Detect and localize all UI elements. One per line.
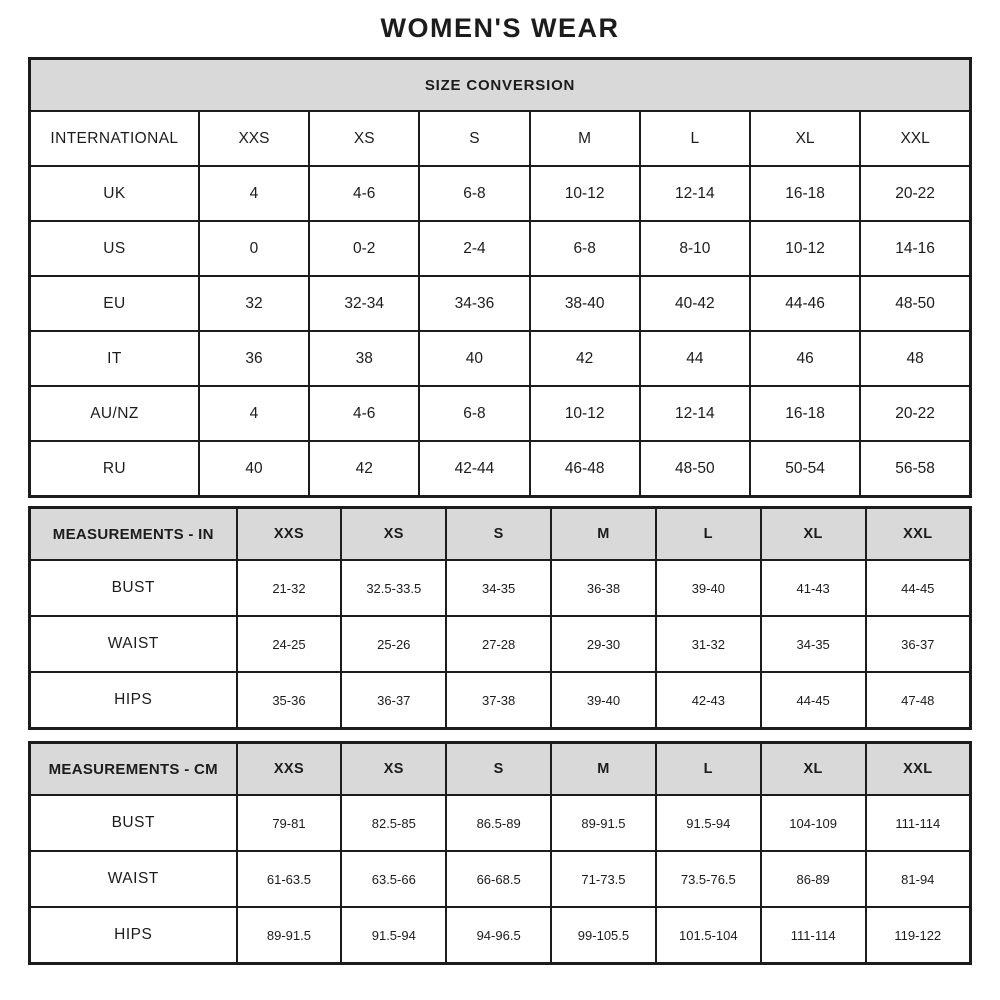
table-cell: 16-18 <box>750 166 860 221</box>
table-cell: 31-32 <box>656 616 761 672</box>
table-cell: 104-109 <box>761 795 866 851</box>
table-cell: 14-16 <box>860 221 970 276</box>
table-cell: 4-6 <box>309 166 419 221</box>
table-cell: 6-8 <box>419 386 529 441</box>
row-label: RU <box>30 441 199 497</box>
column-header: XS <box>341 743 446 796</box>
table-cell: 4-6 <box>309 386 419 441</box>
table-cell: 66-68.5 <box>446 851 551 907</box>
table-cell: 89-91.5 <box>551 795 656 851</box>
table-cell: 99-105.5 <box>551 907 656 964</box>
table-cell: 0 <box>199 221 309 276</box>
table-cell: 34-35 <box>446 560 551 616</box>
table-cell: XXS <box>199 111 309 166</box>
row-label: WAIST <box>30 851 237 907</box>
table-row <box>30 221 971 276</box>
table-cell: 82.5-85 <box>341 795 446 851</box>
table-row <box>30 111 971 166</box>
table-cell: 47-48 <box>866 672 971 729</box>
page-title: WOMEN'S WEAR <box>380 13 620 43</box>
table-cell: 56-58 <box>860 441 970 497</box>
row-label: IT <box>30 331 199 386</box>
column-header: S <box>446 508 551 561</box>
table-cell: M <box>530 111 640 166</box>
row-label: EU <box>30 276 199 331</box>
table-row <box>30 795 971 851</box>
table-cell: XS <box>309 111 419 166</box>
table-cell: 36 <box>199 331 309 386</box>
table-cell: 44-45 <box>761 672 866 729</box>
table-cell: 48-50 <box>640 441 750 497</box>
column-header: XS <box>341 508 446 561</box>
table-cell: S <box>419 111 529 166</box>
table-gap <box>28 730 972 741</box>
column-header: XL <box>761 743 866 796</box>
table-cell: 40-42 <box>640 276 750 331</box>
table-row <box>30 276 971 331</box>
column-header: M <box>551 743 656 796</box>
table-row <box>30 672 971 729</box>
row-label: WAIST <box>30 616 237 672</box>
table-cell: 34-35 <box>761 616 866 672</box>
table-cell: 37-38 <box>446 672 551 729</box>
table-row <box>30 560 971 616</box>
table-cell: 20-22 <box>860 386 970 441</box>
table-cell: 4 <box>199 166 309 221</box>
table-cell: 81-94 <box>866 851 971 907</box>
table-cell: 39-40 <box>551 672 656 729</box>
table-cell: 38 <box>309 331 419 386</box>
table-header: MEASUREMENTS - IN <box>30 508 237 561</box>
table-cell: 4 <box>199 386 309 441</box>
table-header: MEASUREMENTS - CM <box>30 743 237 796</box>
table-cell: 42-43 <box>656 672 761 729</box>
table-cell: 32-34 <box>309 276 419 331</box>
table-cell: 63.5-66 <box>341 851 446 907</box>
table-cell: 42-44 <box>419 441 529 497</box>
table-cell: 12-14 <box>640 386 750 441</box>
row-label: UK <box>30 166 199 221</box>
table-row <box>30 616 971 672</box>
table-header-row <box>30 59 971 112</box>
table-cell: 2-4 <box>419 221 529 276</box>
table-cell: 16-18 <box>750 386 860 441</box>
table-cell: 8-10 <box>640 221 750 276</box>
table-cell: XL <box>750 111 860 166</box>
table-cell: 91.5-94 <box>341 907 446 964</box>
table-row <box>30 166 971 221</box>
table-gap <box>28 498 972 506</box>
table-row <box>30 907 971 964</box>
table-cell: 42 <box>309 441 419 497</box>
column-header: XXS <box>237 508 342 561</box>
table-row <box>30 851 971 907</box>
table-cell: 44 <box>640 331 750 386</box>
table-cell: 32.5-33.5 <box>341 560 446 616</box>
table-cell: 12-14 <box>640 166 750 221</box>
table-cell: 44-46 <box>750 276 860 331</box>
table-cell: 38-40 <box>530 276 640 331</box>
table-cell: 48-50 <box>860 276 970 331</box>
table-row <box>30 441 971 497</box>
table-cell: 46 <box>750 331 860 386</box>
table-cell: 25-26 <box>341 616 446 672</box>
table-cell: 34-36 <box>419 276 529 331</box>
table-cell: 6-8 <box>419 166 529 221</box>
table-cell: 44-45 <box>866 560 971 616</box>
column-header: XL <box>761 508 866 561</box>
column-header: L <box>656 743 761 796</box>
column-header: XXS <box>237 743 342 796</box>
row-label: HIPS <box>30 907 237 964</box>
table-cell: 32 <box>199 276 309 331</box>
column-header: M <box>551 508 656 561</box>
table-cell: 10-12 <box>530 166 640 221</box>
table-row <box>30 386 971 441</box>
table-cell: 111-114 <box>866 795 971 851</box>
table-cell: 36-37 <box>866 616 971 672</box>
table-cell: 21-32 <box>237 560 342 616</box>
row-label: INTERNATIONAL <box>30 111 199 166</box>
table-cell: 40 <box>199 441 309 497</box>
table-row <box>30 331 971 386</box>
table-cell: 36-38 <box>551 560 656 616</box>
table-cell: 119-122 <box>866 907 971 964</box>
table-header-row <box>30 508 971 561</box>
row-label: BUST <box>30 560 237 616</box>
table-cell: 20-22 <box>860 166 970 221</box>
table-cell: 40 <box>419 331 529 386</box>
table-cell: 50-54 <box>750 441 860 497</box>
table-cell: 86.5-89 <box>446 795 551 851</box>
table-cell: 6-8 <box>530 221 640 276</box>
column-header: L <box>656 508 761 561</box>
table-cell: 61-63.5 <box>237 851 342 907</box>
table-cell: 94-96.5 <box>446 907 551 964</box>
row-label: HIPS <box>30 672 237 729</box>
measurements-cm-table <box>28 741 972 965</box>
table-cell: 71-73.5 <box>551 851 656 907</box>
table-cell: 10-12 <box>750 221 860 276</box>
table-cell: 42 <box>530 331 640 386</box>
table-cell: 89-91.5 <box>237 907 342 964</box>
table-cell: 35-36 <box>237 672 342 729</box>
table-cell: L <box>640 111 750 166</box>
row-label: US <box>30 221 199 276</box>
table-cell: 10-12 <box>530 386 640 441</box>
table-cell: 48 <box>860 331 970 386</box>
table-cell: 101.5-104 <box>656 907 761 964</box>
table-cell: 91.5-94 <box>656 795 761 851</box>
column-header: XXL <box>866 743 971 796</box>
row-label: BUST <box>30 795 237 851</box>
table-cell: 86-89 <box>761 851 866 907</box>
table-cell: 27-28 <box>446 616 551 672</box>
row-label: AU/NZ <box>30 386 199 441</box>
table-cell: 39-40 <box>656 560 761 616</box>
table-cell: 0-2 <box>309 221 419 276</box>
table-cell: 41-43 <box>761 560 866 616</box>
table-cell: 111-114 <box>761 907 866 964</box>
table-cell: 36-37 <box>341 672 446 729</box>
size-conversion-table <box>28 57 972 498</box>
size-chart-page <box>28 0 972 965</box>
table-header-row <box>30 743 971 796</box>
table-cell: 79-81 <box>237 795 342 851</box>
measurements-in-table <box>28 506 972 730</box>
table-cell: 29-30 <box>551 616 656 672</box>
column-header: XXL <box>866 508 971 561</box>
column-header: S <box>446 743 551 796</box>
table-header: SIZE CONVERSION <box>30 59 971 112</box>
table-cell: 24-25 <box>237 616 342 672</box>
table-cell: 46-48 <box>530 441 640 497</box>
table-cell: XXL <box>860 111 970 166</box>
table-cell: 73.5-76.5 <box>656 851 761 907</box>
